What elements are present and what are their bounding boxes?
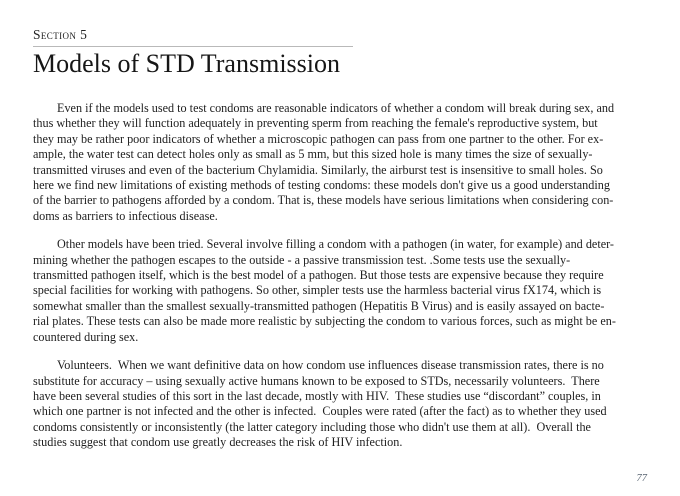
text-line: mining whether the pathogen escapes to the outside - a passive transmission test. .Some tests use the sexually-: [33, 252, 571, 267]
text-line: ample, the water test can detect holes only as small as 5 mm, but this sized hole is many times the size of sexually-: [33, 147, 593, 162]
section-label: Section 5: [33, 27, 88, 42]
page-number: 77: [636, 473, 647, 484]
body-text: [33, 101, 648, 451]
paragraph: [33, 101, 648, 224]
text-line: have been several studies of this sort in the last decade, mostly with HIV. These studies use “discordant” couples, in: [33, 388, 601, 403]
text-line: condoms consistently or inconsistently (the latter category including those who didn't use them at all). Overall the: [33, 419, 591, 434]
text-line: Other models have been tried. Several involve filling a condom with a pathogen (in water, for example) and deter-: [57, 237, 614, 252]
paragraph: [33, 358, 648, 450]
text-line: countered during sex.: [33, 329, 139, 344]
text-line: studies suggest that condom use greatly decreases the risk of HIV infection.: [33, 435, 403, 450]
text-line: Even if the models used to test condoms are reasonable indicators of whether a condom will break during sex, and: [57, 101, 615, 115]
text-line: transmitted pathogen itself, which is the best model of a pathogen. But those tests are expensive because they require: [33, 268, 604, 283]
text-line: they may be rather poor indicators of whether a microscopic pathogen can pass from one partner to the other. For ex-: [33, 131, 604, 146]
text-line: Volunteers. When we want definitive data on how condom use influences disease transmission rates, there is no: [57, 358, 604, 373]
text-line: doms as barriers to infectious disease.: [33, 208, 218, 223]
paragraph: [33, 237, 648, 345]
text-line: which one partner is not infected and the other is infected. Couples were rated (after the fact) as to whether they used: [33, 404, 607, 419]
text-line: thus whether they will function adequately in preventing sperm from reaching the female's reproductive system, but: [33, 116, 598, 131]
text-line: of the barrier to pathogens afforded by a condom. That is, these models have serious limitations when considering con-: [33, 193, 614, 208]
page-title: Models of STD Transmission: [33, 49, 340, 78]
text-line: transmitted viruses and even of the bacterium Chylamidia. Similarly, the airburst test is insensitive to small holes. So: [33, 162, 603, 177]
text-line: special facilities for working with pathogens. So other, simpler tests use the harmless bacterial virus fX174, which is: [33, 283, 602, 298]
text-line: rial plates. These tests can also be made more realistic by subjecting the condom to various forces, such as might be en-: [33, 314, 616, 329]
header-rule: [33, 46, 353, 47]
text-line: substitute for accuracy – using sexually active humans known to be exposed to STDs, necessarily volunteers. There: [33, 373, 600, 388]
text-line: somewhat smaller than the smallest sexually-transmitted pathogen (Hepatitis B Virus) and is easily assayed on bacte-: [33, 298, 605, 313]
text-line: here we find new limitations of existing methods of testing condoms: these models don't give us a good understanding: [33, 178, 610, 193]
